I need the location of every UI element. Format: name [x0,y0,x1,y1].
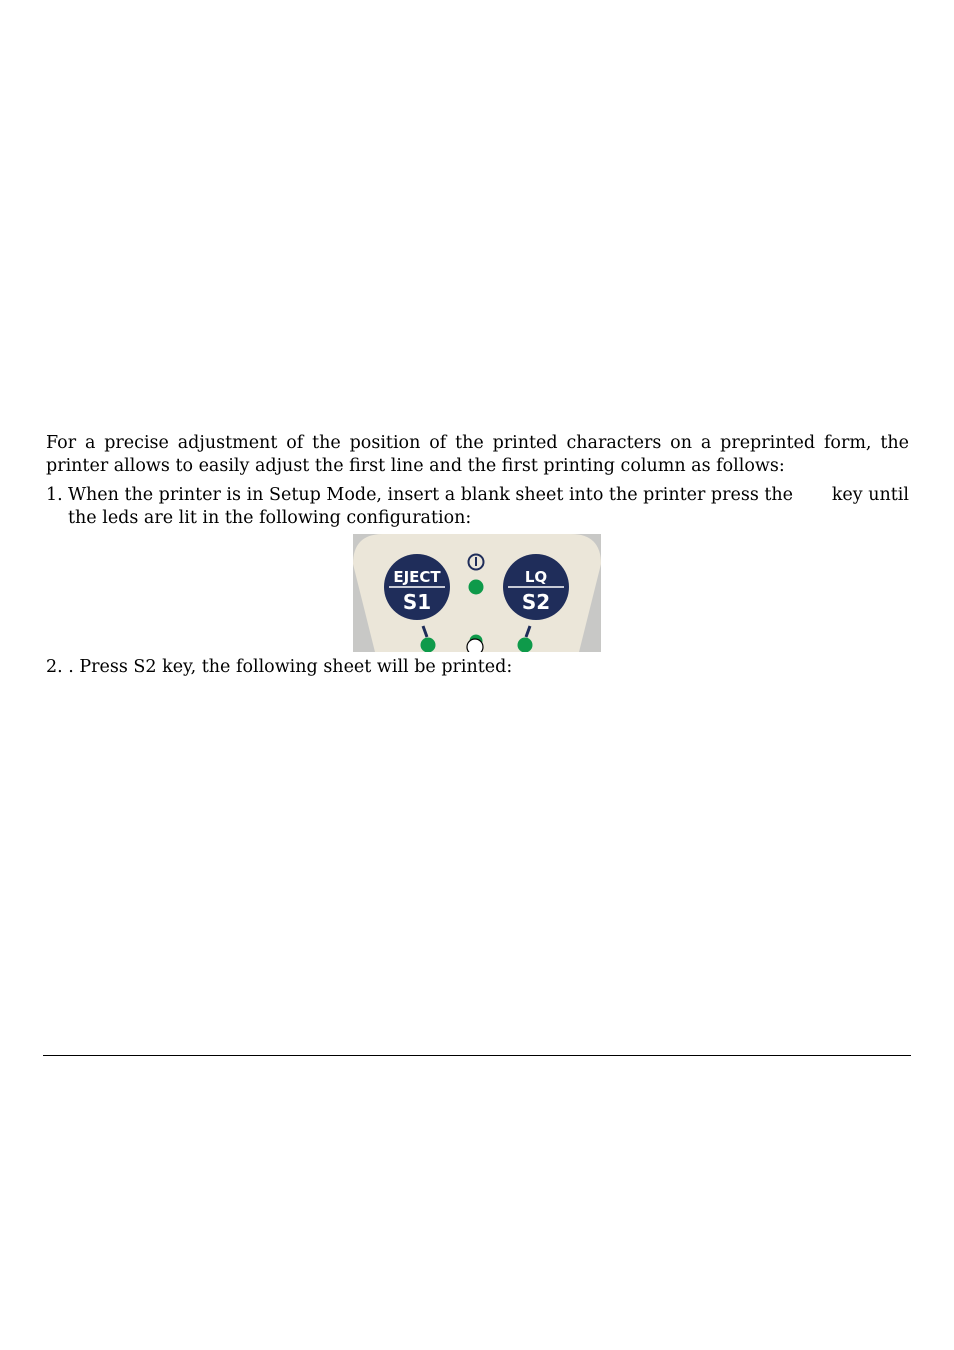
step-1-line-1 [68,484,909,507]
step-1-line-2: the leds are lit in the following configuration: [68,508,472,528]
step-2: 2. . Press S2 key, the following sheet will be printed: [46,657,513,677]
s1-label: S1 [402,590,432,614]
step-1-number: 1. [46,485,63,505]
intro-line-1: For a precise adjustment of the position of the printed characters on a preprinted form, the [46,433,909,453]
intro-line-2: printer allows to easily adjust the first line and the first printing column as follows: [46,456,785,476]
intro-paragraph [46,432,909,478]
led-bottom-right [518,638,533,653]
step-1-text-a: When the printer is in Setup Mode, insert a blank sheet into the printer press the [68,485,794,505]
control-panel-image [353,534,601,652]
footer-rule [43,1055,911,1056]
led-bottom-center-off [467,639,483,652]
eject-label: EJECT [393,568,441,586]
control-panel-svg [353,534,601,652]
led-bottom-left [421,638,436,653]
lq-label: LQ [524,568,548,586]
led-center-top [469,580,484,595]
s2-label: S2 [521,590,551,614]
step-1-text-b: key until [831,485,909,505]
